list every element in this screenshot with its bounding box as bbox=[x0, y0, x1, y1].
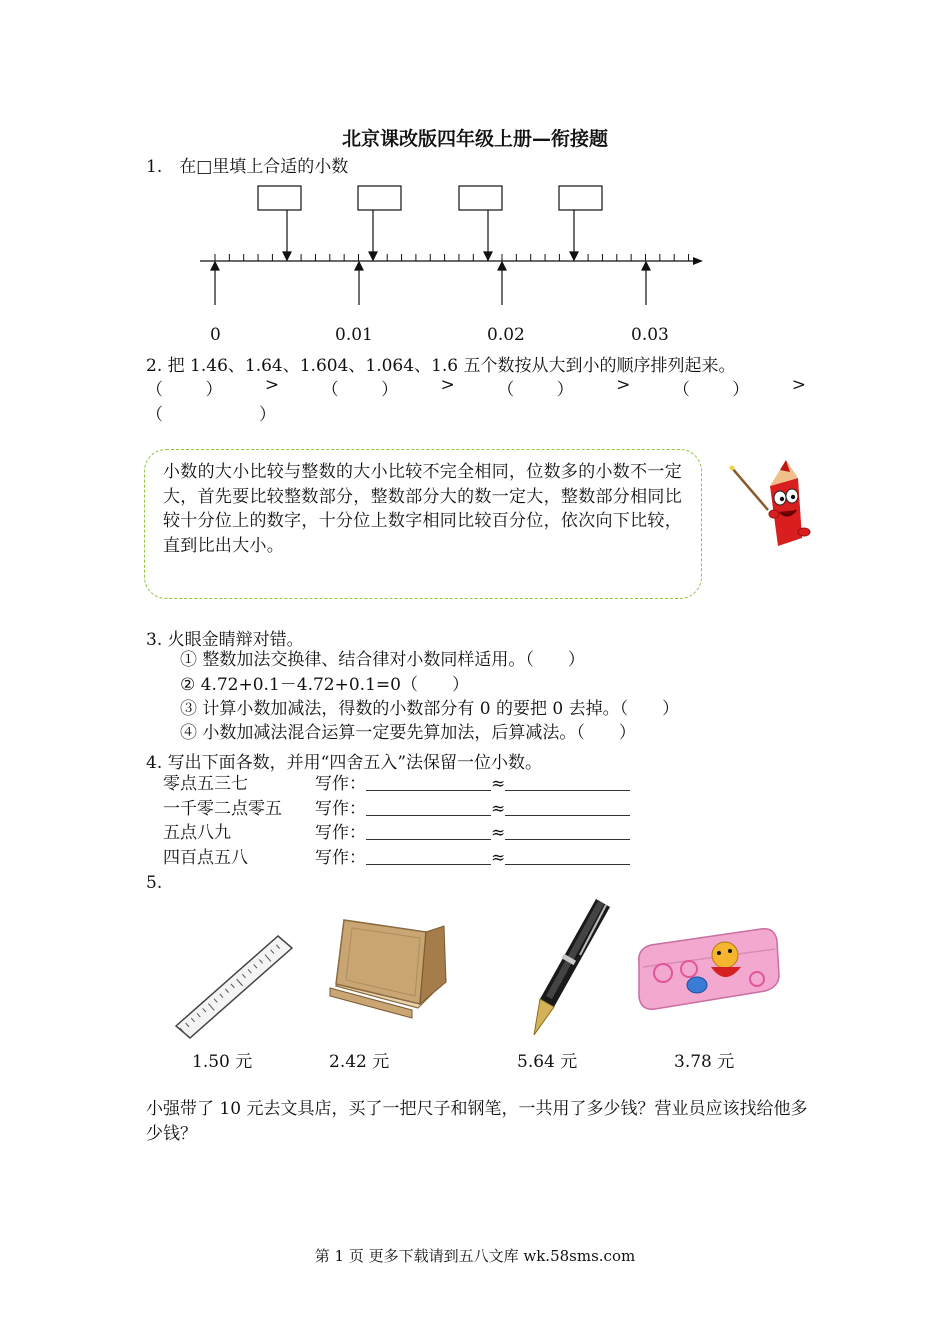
paren-close[interactable]: ） bbox=[381, 380, 399, 400]
paren-open: （ bbox=[497, 380, 515, 400]
approx-sign: ≈ bbox=[491, 774, 506, 794]
answer-box[interactable] bbox=[358, 186, 401, 210]
q3-item: ② 4.72+0.1－4.72+0.1=0（ ） bbox=[180, 675, 469, 695]
price-ruler: 1.50 元 bbox=[192, 1052, 253, 1072]
paren-open: （ bbox=[321, 380, 339, 400]
q4-row bbox=[163, 846, 630, 870]
q4-title: 4. 写出下面各数，并用“四舍五入”法保留一位小数。 bbox=[146, 753, 543, 773]
write-label: 写作： bbox=[315, 848, 366, 868]
price-pen: 5.64 元 bbox=[517, 1052, 578, 1072]
book-icon bbox=[322, 908, 454, 1020]
approx-blank[interactable] bbox=[505, 799, 630, 816]
q4-row bbox=[163, 797, 630, 821]
q3-title: 3. 火眼金睛辩对错。 bbox=[146, 630, 304, 650]
number-line-figure bbox=[195, 180, 715, 315]
tip-text: 小数的大小比较与整数的大小比较不完全相同，位数多的小数不一定大，首先要比较整数部分，整数部分大的数一定大，整数部分相同比较十分位上的数字，十分位上数字相同比较百分位，依次向下比较，直到比出大小。 bbox=[163, 462, 682, 556]
q1-label: 1. 在□里填上合适的小数 bbox=[146, 157, 349, 177]
axis-arrowhead bbox=[693, 257, 703, 265]
tick-label: 0 bbox=[210, 325, 221, 345]
q5-question: 小强带了 10 元去文具店，买了一把尺子和钢笔，一共用了多少钱？营业员应该找给他多少钱？ bbox=[146, 1099, 808, 1144]
page-footer: 第 1 页 更多下载请到五八文库 wk.58sms.com bbox=[314, 1247, 636, 1265]
q4-row bbox=[163, 821, 630, 845]
q2-answer-row-2 bbox=[146, 400, 276, 425]
write-blank[interactable] bbox=[366, 848, 491, 865]
approx-blank[interactable] bbox=[505, 823, 630, 840]
greater-than: > bbox=[264, 375, 280, 395]
q2-answer-row bbox=[146, 375, 806, 400]
q2-text: 2. 把 1.46、1.64、1.604、1.064、1.6 五个数按从大到小的顺序排列起来。 bbox=[146, 356, 736, 376]
paren-close[interactable]: ） bbox=[259, 405, 276, 425]
q4-number-words: 零点五三七 bbox=[163, 774, 248, 794]
write-label: 写作： bbox=[315, 774, 366, 794]
paren-open: （ bbox=[146, 405, 163, 425]
tick-label: 0.03 bbox=[631, 325, 669, 345]
q3-item: ① 整数加法交换律、结合律对小数同样适用。（ ） bbox=[180, 650, 585, 670]
paren-close[interactable]: ） bbox=[205, 380, 223, 400]
paren-open: （ bbox=[146, 380, 163, 400]
q4-number-words: 五点八九 bbox=[163, 823, 231, 843]
greater-than: > bbox=[440, 375, 455, 395]
approx-blank[interactable] bbox=[505, 848, 630, 865]
greater-than: > bbox=[791, 375, 806, 395]
write-blank[interactable] bbox=[366, 823, 491, 840]
paren-close[interactable]: ） bbox=[556, 380, 574, 400]
page-title: 北京课改版四年级上册—衔接题 bbox=[341, 128, 608, 150]
q4-number-words: 四百点五八 bbox=[163, 848, 248, 868]
paren-open: （ bbox=[672, 380, 690, 400]
approx-sign: ≈ bbox=[491, 799, 506, 819]
fountain-pen-icon bbox=[510, 895, 620, 1045]
q3-item: ④ 小数加减法混合运算一定要先算加法，后算减法。（ ） bbox=[180, 723, 636, 743]
greater-than: > bbox=[616, 375, 631, 395]
tick-label: 0.02 bbox=[487, 325, 525, 345]
write-blank[interactable] bbox=[366, 799, 491, 816]
tick-label: 0.01 bbox=[335, 325, 373, 345]
approx-blank[interactable] bbox=[505, 774, 630, 791]
q3-item: ③ 计算小数加减法，得数的小数部分有 0 的要把 0 去掉。（ ） bbox=[180, 699, 680, 719]
ruler-icon bbox=[170, 930, 298, 1042]
q5-label: 5. bbox=[146, 873, 163, 893]
write-label: 写作： bbox=[315, 823, 366, 843]
approx-sign: ≈ bbox=[491, 823, 506, 843]
answer-box[interactable] bbox=[559, 186, 602, 210]
paren-close[interactable]: ） bbox=[732, 380, 750, 400]
price-book: 2.42 元 bbox=[329, 1052, 390, 1072]
write-label: 写作： bbox=[315, 799, 366, 819]
pencil-mascot-icon bbox=[728, 458, 813, 550]
q4-number-words: 一千零二点零五 bbox=[163, 799, 282, 819]
answer-box[interactable] bbox=[258, 186, 301, 210]
q4-row bbox=[163, 772, 630, 796]
answer-box[interactable] bbox=[459, 186, 502, 210]
approx-sign: ≈ bbox=[491, 848, 506, 868]
price-pencil-case: 3.78 元 bbox=[674, 1052, 735, 1072]
write-blank[interactable] bbox=[366, 774, 491, 791]
pencil-case-icon bbox=[633, 923, 781, 1018]
